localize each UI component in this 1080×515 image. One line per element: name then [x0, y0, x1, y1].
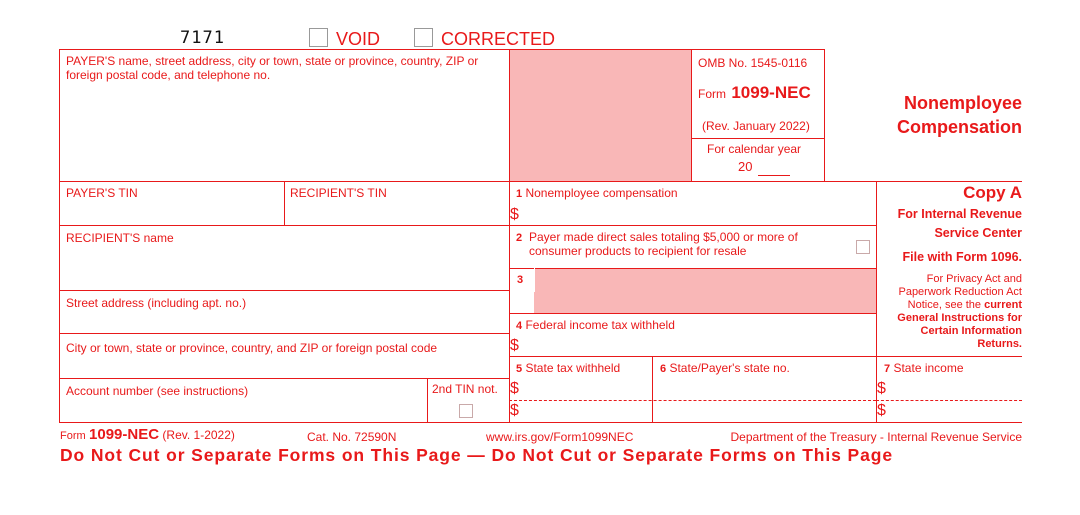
street-address-label: Street address (including apt. no.)	[66, 296, 247, 310]
box-7-amount-field-2[interactable]	[890, 401, 1020, 422]
omb-number: OMB No. 1545-0116	[698, 56, 808, 70]
file-with-1096: File with Form 1096.	[902, 250, 1022, 264]
privacy-line3-bold: current	[984, 299, 1022, 311]
privacy-line3-text: Notice, see the	[907, 299, 982, 311]
footer-form-word: Form	[60, 430, 86, 442]
do-not-cut-warning: Do Not Cut or Separate Forms on This Page — Do Not Cut or Separate Forms on This Page	[60, 445, 893, 465]
box-7-dollar-1: $	[877, 380, 886, 397]
box-7-amount-field-1[interactable]	[890, 378, 1020, 399]
recipient-tin-field[interactable]	[287, 200, 507, 223]
footer-rev: (Rev. 1-2022)	[162, 428, 235, 442]
second-tin-checkbox[interactable]	[459, 404, 473, 418]
box-1-text: Nonemployee compensation	[525, 186, 678, 200]
box-5-amount-field-2[interactable]	[524, 401, 649, 422]
copy-a-line2: Service Center	[934, 226, 1022, 240]
account-number-field[interactable]	[62, 399, 424, 420]
corrected-label: CORRECTED	[441, 29, 556, 49]
account-number-label: Account number (see instructions)	[66, 384, 249, 398]
second-tin-label: 2nd TIN not.	[432, 382, 498, 396]
box-3-shaded	[534, 269, 876, 313]
box-5-dollar-1: $	[510, 380, 519, 397]
privacy-line4: General Instructions for	[897, 312, 1022, 324]
box-6-label	[660, 361, 790, 376]
box-6-number: 6	[660, 363, 667, 375]
box-1-label	[516, 186, 678, 201]
recipient-name-field[interactable]	[62, 246, 506, 288]
box-6-field-2[interactable]	[655, 401, 873, 422]
box-1-number: 1	[516, 188, 523, 200]
payer-info-field[interactable]	[62, 84, 506, 179]
box-4-label	[516, 318, 675, 333]
footer-department: Department of the Treasury - Internal Revenue Service	[730, 430, 1022, 444]
void-label: VOID	[336, 29, 381, 49]
city-field[interactable]	[62, 356, 506, 376]
calendar-year-label: For calendar year	[707, 142, 802, 156]
privacy-line5: Certain Information	[920, 325, 1022, 337]
footer-form-id	[60, 426, 235, 445]
footer-form-name: 1099-NEC	[89, 426, 160, 443]
box-4-number: 4	[516, 320, 523, 332]
form-label	[698, 84, 811, 103]
box-7-label	[884, 361, 964, 376]
box-7-text: State income	[893, 361, 964, 375]
form-title-line1: Nonemployee	[903, 93, 1022, 113]
box-3-number: 3	[517, 274, 524, 286]
privacy-line6: Returns.	[977, 338, 1022, 350]
form-name: 1099-NEC	[731, 83, 811, 102]
void-checkbox[interactable]	[309, 28, 328, 47]
privacy-line1: For Privacy Act and	[926, 273, 1022, 285]
form-revision: (Rev. January 2022)	[702, 119, 810, 133]
box-7-dollar-2: $	[877, 402, 886, 419]
payer-tin-field[interactable]	[62, 200, 282, 223]
box-5-label	[516, 361, 620, 376]
footer-cat-no: Cat. No. 72590N	[307, 430, 397, 444]
calendar-year-prefix: 20	[738, 159, 753, 174]
box-2-checkbox[interactable]	[856, 240, 870, 254]
shaded-area-top	[509, 50, 691, 181]
box-5-amount-field-1[interactable]	[524, 378, 649, 399]
form-title-line2: Compensation	[896, 117, 1022, 137]
box-7-number: 7	[884, 363, 891, 375]
city-label: City or town, state or province, country, and ZIP or foreign postal code	[66, 341, 438, 355]
box-2-text: Payer made direct sales totaling $5,000 or more of consumer products to recipient for resale	[529, 230, 798, 258]
copy-a-title: Copy A	[963, 183, 1022, 202]
recipient-tin-label: RECIPIENT'S TIN	[290, 186, 387, 200]
footer-url[interactable]: www.irs.gov/Form1099NEC	[486, 430, 634, 444]
payer-info-label: PAYER'S name, street address, city or town, state or province, country, ZIP or foreign postal code, and telephone no.	[66, 54, 479, 82]
street-address-field[interactable]	[62, 311, 506, 331]
box-1-amount-field[interactable]	[524, 204, 872, 224]
calendar-year-line[interactable]	[758, 175, 790, 176]
form-word: Form	[698, 87, 726, 101]
box-1-dollar: $	[510, 206, 519, 223]
box-6-field-1[interactable]	[655, 378, 873, 399]
box-5-number: 5	[516, 363, 523, 375]
payer-tin-label: PAYER'S TIN	[66, 186, 138, 200]
privacy-line3	[908, 299, 1022, 311]
box-5-dollar-2: $	[510, 402, 519, 419]
privacy-line2: Paperwork Reduction Act	[898, 286, 1022, 298]
box-5-text: State tax withheld	[525, 361, 621, 375]
box-6-text: State/Payer's state no.	[669, 361, 790, 375]
box-4-dollar: $	[510, 337, 519, 354]
copy-a-line1: For Internal Revenue	[897, 207, 1022, 221]
box-4-amount-field[interactable]	[524, 335, 872, 355]
box-4-text: Federal income tax withheld	[525, 318, 675, 332]
form-code: 7171	[180, 28, 225, 48]
recipient-name-label: RECIPIENT'S name	[66, 231, 174, 245]
corrected-checkbox[interactable]	[414, 28, 433, 47]
box-2-number: 2	[516, 232, 523, 244]
